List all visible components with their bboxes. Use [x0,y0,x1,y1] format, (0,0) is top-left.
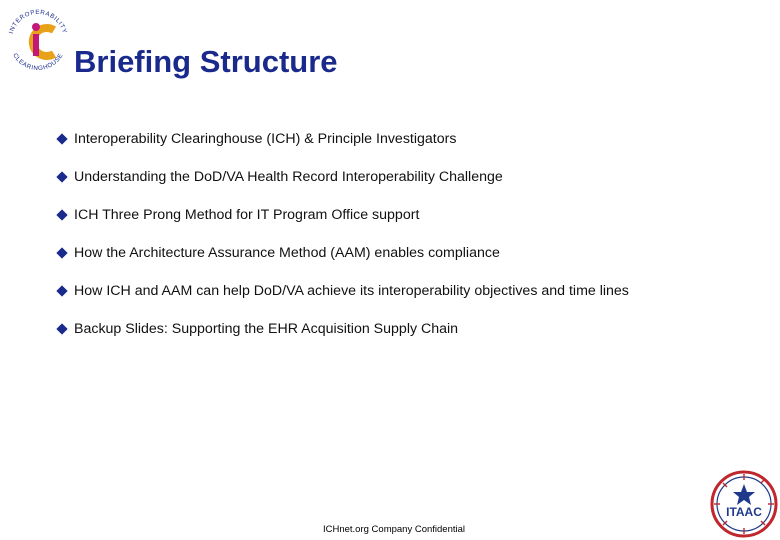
bullet-item [56,310,629,348]
footer-text: ICHnet.org Company Confidential [322,524,466,535]
diamond-bullet-icon [56,247,67,258]
slide-title: Briefing Structure [74,44,338,79]
bullet-text: How the Architecture Assurance Method (AAM) enables compliance [74,245,500,261]
diamond-bullet-icon [56,171,67,182]
bullet-item [56,196,629,234]
diamond-bullet-icon [56,209,67,220]
bullet-text: ICH Three Prong Method for IT Program Office support [74,207,420,223]
logo-i-stem [33,34,39,56]
diamond-bullet-icon [56,323,67,334]
bullet-list [56,120,629,348]
bullet-item [56,272,629,310]
interoperability-clearinghouse-logo [2,0,72,80]
itaac-logo-text: ITAAC [726,505,762,519]
bullet-item [56,158,629,196]
bullet-text: How ICH and AAM can help DoD/VA achieve its interoperability objectives and time lines [74,283,629,299]
bullet-text: Interoperability Clearinghouse (ICH) & Principle Investigators [74,131,457,147]
itaac-logo [710,470,778,538]
logo-arc-bottom-text: CLEARINGHOUSE [11,52,65,73]
logo-i-dot [32,23,40,31]
bullet-item [56,120,629,158]
bullet-text: Backup Slides: Supporting the EHR Acquisition Supply Chain [74,321,459,337]
bullet-item [56,234,629,272]
diamond-bullet-icon [56,133,67,144]
footer-confidential [0,524,780,535]
diamond-bullet-icon [56,285,67,296]
bullet-text: Understanding the DoD/VA Health Record Interoperability Challenge [74,169,503,185]
logo-arc-top-text: INTEROPERABILITY [7,8,69,35]
logo-letters: iC [37,78,38,79]
